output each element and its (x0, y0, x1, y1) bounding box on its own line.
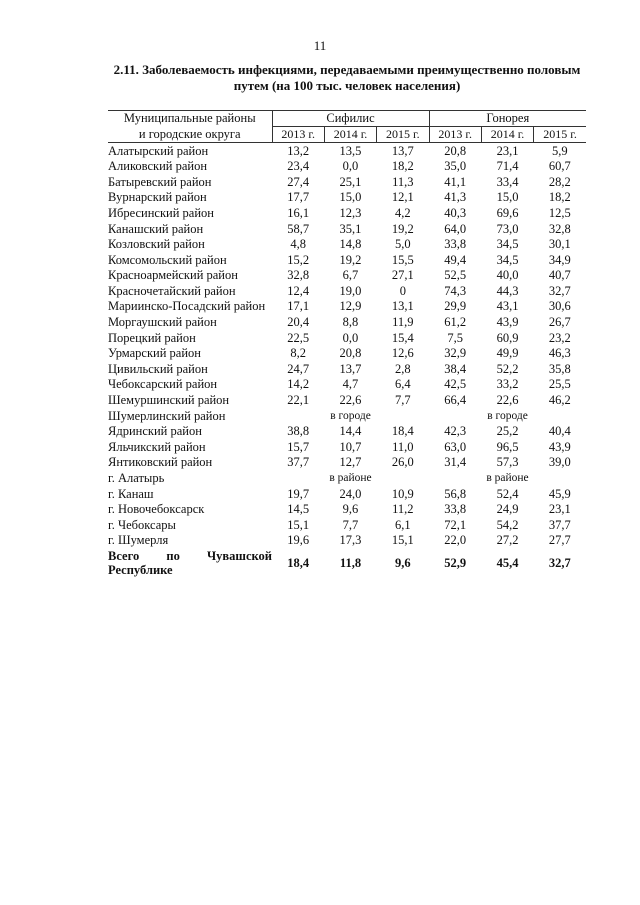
row-value: 35,1 (339, 221, 362, 236)
row-name: Чебоксарский район (108, 377, 218, 392)
row-value: 34,5 (496, 252, 519, 267)
row-value: 54,2 (496, 517, 519, 532)
row-value: 12,1 (391, 190, 414, 205)
row-value: 15,2 (287, 252, 310, 267)
row-value: 15,5 (391, 252, 414, 267)
row-value: 25,5 (548, 377, 571, 392)
header-group-syphilis: Сифилис (272, 111, 429, 127)
row-value: 16,1 (287, 205, 310, 220)
row-value: 69,6 (496, 205, 519, 220)
row-value: 56,8 (444, 486, 467, 501)
row-name: Шумерлинский район (108, 408, 226, 423)
table-row (108, 455, 586, 471)
row-value: 6,7 (342, 268, 359, 283)
row-value: 0,0 (342, 159, 359, 174)
row-value: 12,4 (287, 283, 310, 298)
row-value: 31,4 (444, 455, 467, 470)
row-value: 40,7 (548, 268, 571, 283)
row-note: в районе (486, 472, 529, 485)
row-value: 43,9 (548, 439, 571, 454)
row-value: 32,8 (287, 268, 310, 283)
row-value: 60,9 (496, 330, 519, 345)
table-title: 2.11. Заболеваемость инфекциями, передаваемыми преимущественно половым путем (на 100 тыс. человек населения) (113, 62, 581, 93)
row-value: 12,6 (391, 346, 414, 361)
row-value: 15,0 (339, 190, 362, 205)
row-value: 20,8 (444, 143, 467, 158)
row-value: 15,7 (287, 439, 310, 454)
table-row (108, 237, 586, 253)
row-value: 22,1 (287, 393, 310, 408)
row-value: 17,1 (287, 299, 310, 314)
table-row (108, 315, 586, 331)
row-value: 52,2 (496, 361, 519, 376)
row-value: 52,9 (444, 556, 467, 571)
row-value: 49,4 (444, 252, 467, 267)
row-value: 11,8 (339, 556, 362, 571)
header-year: 2013 г. (429, 127, 481, 143)
row-value: 35,8 (548, 361, 571, 376)
row-note: в районе (329, 472, 372, 485)
row-value: 41,3 (444, 190, 467, 205)
row-value: 5,9 (552, 143, 568, 158)
row-value: 37,7 (287, 455, 310, 470)
table-row (108, 205, 586, 221)
row-value: 0 (399, 283, 406, 298)
row-value: 23,2 (548, 330, 571, 345)
row-value: 33,4 (496, 174, 519, 189)
row-name: Порецкий район (108, 330, 196, 345)
row-value: 40,3 (444, 205, 467, 220)
row-name: Янтиковский район (108, 455, 213, 470)
row-value: 23,1 (496, 143, 519, 158)
row-value: 57,3 (496, 455, 519, 470)
row-note: в городе (487, 409, 528, 422)
table-row (108, 439, 586, 455)
row-value: 23,1 (548, 502, 571, 517)
table-row (108, 517, 586, 533)
row-value: 26,7 (548, 315, 571, 330)
table-row (108, 424, 586, 440)
table-row (108, 252, 586, 268)
row-value: 19,2 (391, 221, 414, 236)
row-value: 6,4 (395, 377, 411, 392)
row-value: 14,2 (287, 377, 310, 392)
row-name: Ядринский район (108, 424, 202, 439)
row-value: 8,2 (290, 346, 306, 361)
row-value: 24,0 (339, 486, 362, 501)
row-value: 22,6 (339, 393, 362, 408)
row-value: 24,7 (287, 361, 310, 376)
row-value: 13,7 (391, 143, 414, 158)
row-value: 12,5 (548, 205, 571, 220)
table-header (108, 111, 586, 143)
row-value: 40,0 (496, 268, 519, 283)
row-value: 14,5 (287, 502, 310, 517)
row-value: 38,8 (287, 424, 310, 439)
row-name: Канашский район (108, 221, 204, 236)
row-value: 22,6 (496, 393, 519, 408)
table-row (108, 533, 586, 549)
row-name: Всего по Чувашской Республике (108, 548, 272, 578)
table-row (108, 143, 586, 159)
row-value: 27,1 (391, 268, 414, 283)
row-value: 46,2 (548, 393, 571, 408)
row-value: 19,6 (287, 533, 310, 548)
row-value: 7,5 (447, 330, 463, 345)
row-value: 14,8 (339, 237, 362, 252)
row-value: 28,2 (548, 174, 571, 189)
row-name: Батыревский район (108, 174, 212, 189)
row-value: 19,0 (339, 283, 362, 298)
row-value: 96,5 (496, 439, 519, 454)
row-value: 5,0 (395, 237, 411, 252)
row-value: 33,8 (444, 502, 467, 517)
row-value: 15,4 (391, 330, 414, 345)
row-value: 25,1 (339, 174, 362, 189)
row-value: 22,0 (444, 533, 467, 548)
row-value: 9,6 (342, 502, 359, 517)
row-value: 12,7 (339, 455, 362, 470)
row-name: Красночетайский район (108, 283, 236, 298)
row-value: 66,4 (444, 393, 467, 408)
row-name: г. Алатырь (108, 471, 165, 486)
row-value: 44,3 (496, 283, 519, 298)
row-name: г. Шумерля (108, 533, 169, 548)
table-row (108, 283, 586, 299)
row-value: 26,0 (391, 455, 414, 470)
header-year: 2015 г. (534, 127, 586, 143)
row-value: 13,2 (287, 143, 310, 158)
row-value: 74,3 (444, 283, 467, 298)
row-value: 42,5 (444, 377, 467, 392)
row-value: 27,2 (496, 533, 519, 548)
row-value: 46,3 (548, 346, 571, 361)
header-year: 2014 г. (481, 127, 533, 143)
table-row (108, 470, 586, 486)
header-year: 2013 г. (272, 127, 324, 143)
row-name: Аликовский район (108, 159, 208, 174)
table-row (108, 346, 586, 362)
row-value: 52,5 (444, 268, 467, 283)
row-value: 45,9 (548, 486, 571, 501)
row-name: г. Чебоксары (108, 517, 176, 532)
row-value: 2,8 (395, 361, 411, 376)
row-value: 11,2 (392, 502, 414, 517)
row-value: 64,0 (444, 221, 467, 236)
row-name: Моргаушский район (108, 315, 217, 330)
row-value: 24,9 (496, 502, 519, 517)
page-number: 11 (313, 38, 327, 53)
row-value: 13,7 (339, 361, 362, 376)
table-row (108, 330, 586, 346)
table-body (108, 143, 586, 579)
row-name: г. Новочебоксарск (108, 502, 205, 517)
row-value: 34,9 (548, 252, 571, 267)
row-value: 27,7 (548, 533, 571, 548)
row-value: 32,7 (548, 556, 571, 571)
row-value: 19,2 (339, 252, 362, 267)
header-group-gonorrhea: Гонорея (429, 111, 586, 127)
row-value: 7,7 (342, 517, 359, 532)
row-value: 6,1 (395, 517, 411, 532)
row-name: Цивильский район (108, 361, 208, 376)
table-row (108, 486, 586, 502)
row-value: 8,8 (342, 315, 359, 330)
row-value: 29,9 (444, 299, 467, 314)
row-value: 34,5 (496, 237, 519, 252)
row-value: 11,9 (392, 315, 414, 330)
header-year: 2015 г. (377, 127, 429, 143)
row-value: 7,7 (395, 393, 411, 408)
row-name: Урмарский район (108, 346, 201, 361)
row-value: 9,6 (395, 556, 411, 571)
row-value: 33,8 (444, 237, 467, 252)
row-value: 13,5 (339, 143, 362, 158)
row-value: 15,0 (496, 190, 519, 205)
row-value: 35,0 (444, 159, 467, 174)
row-value: 43,1 (496, 299, 519, 314)
row-value: 14,4 (339, 424, 362, 439)
row-value: 32,7 (548, 283, 571, 298)
row-value: 15,1 (391, 533, 414, 548)
row-value: 73,0 (496, 221, 519, 236)
row-value: 63,0 (444, 439, 467, 454)
row-value: 18,4 (287, 556, 310, 571)
table-row (108, 268, 586, 284)
row-value: 18,2 (548, 190, 571, 205)
row-value: 42,3 (444, 424, 467, 439)
table-row (108, 361, 586, 377)
row-value: 23,4 (287, 159, 310, 174)
row-value: 17,7 (287, 190, 310, 205)
row-value: 37,7 (548, 517, 571, 532)
row-value: 33,2 (496, 377, 519, 392)
row-value: 15,1 (287, 517, 310, 532)
row-value: 20,4 (287, 315, 310, 330)
row-note: в городе (330, 409, 371, 422)
row-name: Козловский район (108, 237, 205, 252)
row-value: 0,0 (342, 330, 359, 345)
row-value: 43,9 (496, 315, 519, 330)
row-value: 49,9 (496, 346, 519, 361)
row-name: Алатырский район (108, 143, 209, 158)
table-row (108, 159, 586, 175)
row-value: 20,8 (339, 346, 362, 361)
row-value: 11,0 (392, 439, 414, 454)
table-row (108, 377, 586, 393)
row-name: Ибресинский район (108, 205, 214, 220)
row-value: 25,2 (496, 424, 519, 439)
table-row (108, 408, 586, 424)
row-value: 4,8 (290, 237, 306, 252)
table-row (108, 299, 586, 315)
header-name-line2: и городские округа (108, 127, 272, 143)
row-value: 30,6 (548, 299, 571, 314)
row-value: 38,4 (444, 361, 467, 376)
row-value: 30,1 (548, 237, 571, 252)
row-value: 11,3 (392, 174, 414, 189)
row-name: Яльчикский район (108, 439, 206, 454)
row-value: 52,4 (496, 486, 519, 501)
row-value: 61,2 (444, 315, 467, 330)
row-value: 22,5 (287, 330, 310, 345)
table-row (108, 548, 586, 578)
table-row (108, 190, 586, 206)
row-value: 71,4 (496, 159, 519, 174)
row-name: Красноармейский район (108, 268, 238, 283)
header-name-line1: Муниципальные районы (123, 111, 256, 126)
row-value: 27,4 (287, 174, 310, 189)
row-value: 45,4 (496, 556, 519, 571)
row-value: 60,7 (548, 159, 571, 174)
header-year: 2014 г. (324, 127, 376, 143)
row-value: 18,4 (391, 424, 414, 439)
row-value: 17,3 (339, 533, 362, 548)
row-value: 72,1 (444, 517, 467, 532)
row-value: 4,2 (395, 205, 411, 220)
row-name: Шемуршинский район (108, 393, 230, 408)
table-row (108, 221, 586, 237)
row-value: 58,7 (287, 221, 310, 236)
row-value: 39,0 (548, 455, 571, 470)
table-row (108, 174, 586, 190)
row-value: 32,9 (444, 346, 467, 361)
row-name: Комсомольский район (108, 252, 227, 267)
row-value: 41,1 (444, 174, 467, 189)
row-value: 12,9 (339, 299, 362, 314)
row-value: 12,3 (339, 205, 362, 220)
row-value: 19,7 (287, 486, 310, 501)
row-value: 10,7 (339, 439, 362, 454)
table-row (108, 393, 586, 409)
infection-table (108, 110, 586, 578)
table-row (108, 502, 586, 518)
row-value: 13,1 (391, 299, 414, 314)
row-name: Вурнарский район (108, 190, 207, 205)
row-value: 18,2 (391, 159, 414, 174)
row-value: 32,8 (548, 221, 571, 236)
row-value: 10,9 (391, 486, 414, 501)
row-name: г. Канаш (108, 486, 154, 501)
row-value: 40,4 (548, 424, 571, 439)
row-name: Мариинско-Посадский район (108, 299, 266, 314)
row-value: 4,7 (342, 377, 359, 392)
